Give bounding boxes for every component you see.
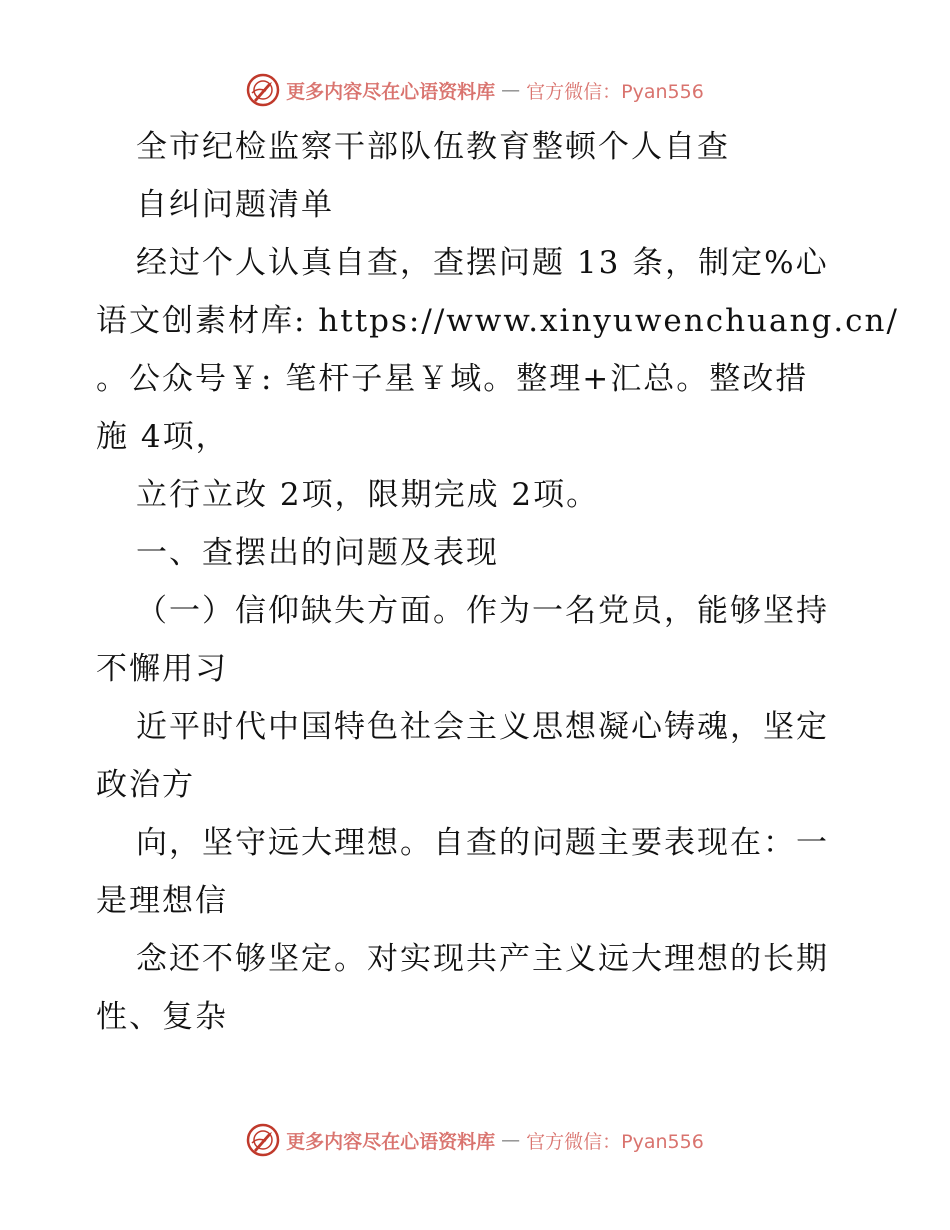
pen-logo-icon xyxy=(246,1123,280,1157)
document-line: 经过个人认真自查，查摆问题 13 条，制定%心 xyxy=(136,245,829,281)
watermark-dash: — xyxy=(501,79,521,101)
document-line: 语文创素材库: https://www.xinyuwenchuang.cn/ xyxy=(96,303,899,339)
footer-watermark xyxy=(0,1120,950,1160)
watermark-contact: 官方微信：Pyan556 xyxy=(526,1130,704,1153)
document-line: 。公众号￥: 笔杆子星￥域。整理+汇总。整改措 xyxy=(96,361,809,397)
document-line: （一）信仰缺失方面。作为一名党员，能够坚持 xyxy=(136,593,829,629)
document-line: 性、复杂 xyxy=(96,999,228,1035)
document-line: 念还不够坚定。对实现共产主义远大理想的长期 xyxy=(136,941,829,977)
document-line: 是理想信 xyxy=(96,883,228,919)
document-line: 近平时代中国特色社会主义思想凝心铸魂，坚定 xyxy=(136,709,829,745)
header-watermark xyxy=(0,70,950,110)
document-line: 自纠问题清单 xyxy=(136,187,334,223)
document-line: 向，坚守远大理想。自查的问题主要表现在：一 xyxy=(136,825,829,861)
watermark-main-text: 更多内容尽在心语资料库 xyxy=(286,1130,496,1153)
pen-logo-icon xyxy=(246,73,280,107)
document-line: 不懈用习 xyxy=(96,651,228,687)
document-line: 全市纪检监察干部队伍教育整顿个人自查 xyxy=(136,129,730,165)
document-line: 立行立改 2项，限期完成 2项。 xyxy=(136,477,600,513)
document-line: 一、查摆出的问题及表现 xyxy=(136,535,499,571)
watermark-contact: 官方微信：Pyan556 xyxy=(526,80,704,103)
document-line: 政治方 xyxy=(96,767,195,803)
document-body xyxy=(96,118,899,1046)
document-line: 施 4项， xyxy=(96,419,229,455)
watermark-dash: — xyxy=(501,1129,521,1151)
watermark-main-text: 更多内容尽在心语资料库 xyxy=(286,80,496,103)
